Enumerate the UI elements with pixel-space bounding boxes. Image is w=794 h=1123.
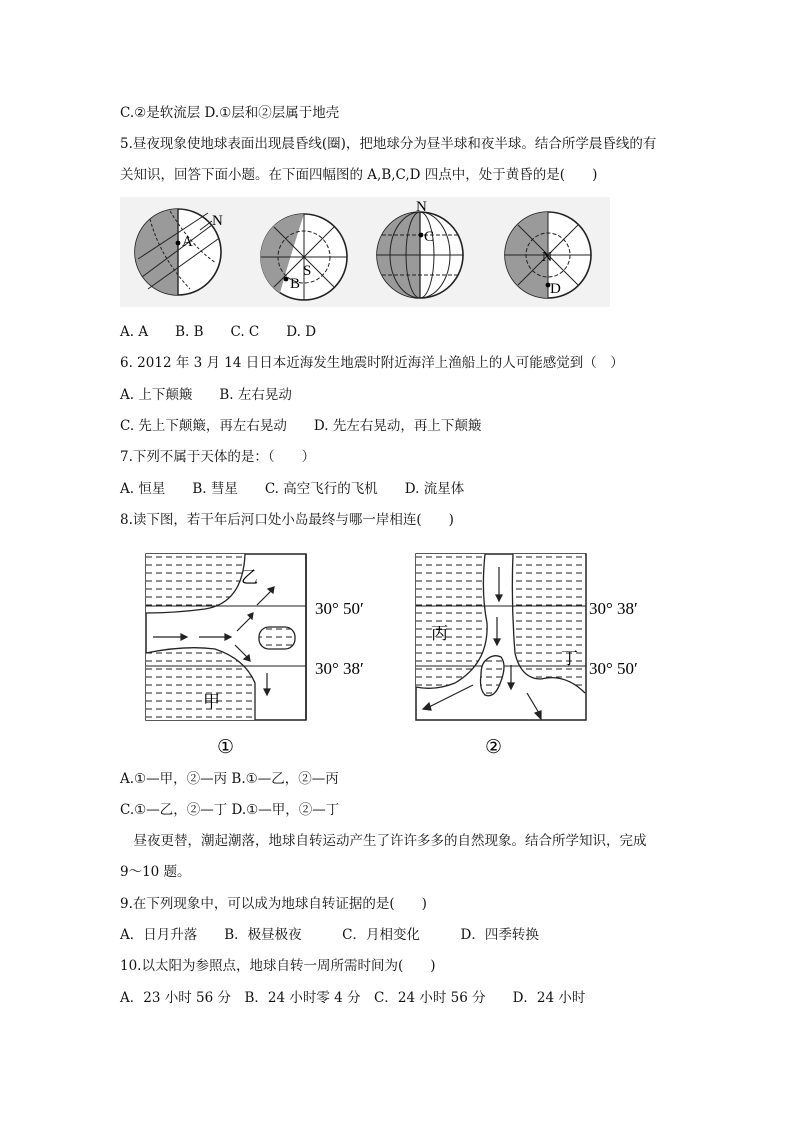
question-8-options-cd: C.①—乙，②—丁 D.①—甲，②—丁 [120,802,340,818]
question-8: 8.读下图，若干年后河口处小岛最终与哪一岸相连( ) [120,512,454,528]
latitude-bottom-2: 30° 50′ [589,659,638,678]
figure-1-caption: ① [217,737,235,758]
question-5-options: A. A B. B C. C D. D [120,324,317,340]
bank-jia-label: 甲 [203,692,220,711]
question-9-options: A．日月升落 B．极昼极夜 C．月相变化 D．四季转换 [120,927,539,943]
question-6-options-ab: A. 上下颠簸 B. 左右晃动 [120,387,292,403]
latitude-top-2: 30° 38′ [589,599,638,618]
intro-line-1: 昼夜更替，潮起潮落，地球自转运动产生了许许多多的自然现象。结合所学知识，完成 [120,833,647,849]
question-5-line-b: 关知识，回答下面小题。在下面四幅图的 A,B,C,D 四点中，处于黄昏的是( ) [120,167,598,183]
north-label-2: N [416,199,427,215]
figure-2-caption: ② [485,737,503,758]
point-c-label: C [424,229,435,245]
point-d-label: D [550,281,561,297]
point-a-label: A [182,234,193,250]
question-9: 9.在下列现象中，可以成为地球自转证据的是( ) [120,896,427,912]
south-label: S [303,263,312,279]
question-7-options: A. 恒星 B. 彗星 C. 高空飞行的飞机 D. 流星体 [120,481,465,497]
bank-yi-label: 乙 [241,568,258,587]
line-1: C.②是软流层 D.①层和②层属于地壳 [120,105,340,121]
globe-b [261,214,347,300]
bank-bing-label: 丙 [431,624,448,643]
globe-a [135,209,223,295]
river-figure-2 [415,553,670,759]
question-8-options-ab: A.①—甲，②—丙 B.①—乙，②—丙 [120,771,339,787]
question-6: 6. 2012 年 3 月 14 日日本近海发生地震时附近海洋上渔船上的人可能感觉到（ ） [120,355,624,371]
latitude-bottom-1: 30° 38′ [315,659,364,678]
question-7: 7.下列不属于天体的是：（ ） [120,449,316,465]
latitude-top-1: 30° 50′ [315,599,364,618]
river-figure-1 [145,553,385,759]
intro-line-2: 9～10 题。 [120,864,191,880]
question-10: 10.以太阳为参照点，地球自转一周所需时间为( ) [120,958,436,974]
question-10-options: A．23 小时 56 分 B．24 小时零 4 分 C．24 小时 56 分 D．24 小时 [120,990,586,1006]
question-6-options-cd: C. 先上下颠簸，再左右晃动 D. 先左右晃动，再上下颠簸 [120,418,482,434]
bank-ding-label: 丁 [561,649,578,668]
question-5-line-a: 5.昼夜现象使地球表面出现晨昏线(圈)，把地球分为昼半球和夜半球。结合所学晨昏线的有 [120,136,657,152]
globe-d [505,212,591,298]
north-label-1: N [212,213,223,229]
point-b-label: B [290,276,301,292]
globes-figure [120,197,610,307]
north-label-3: N [542,250,553,265]
